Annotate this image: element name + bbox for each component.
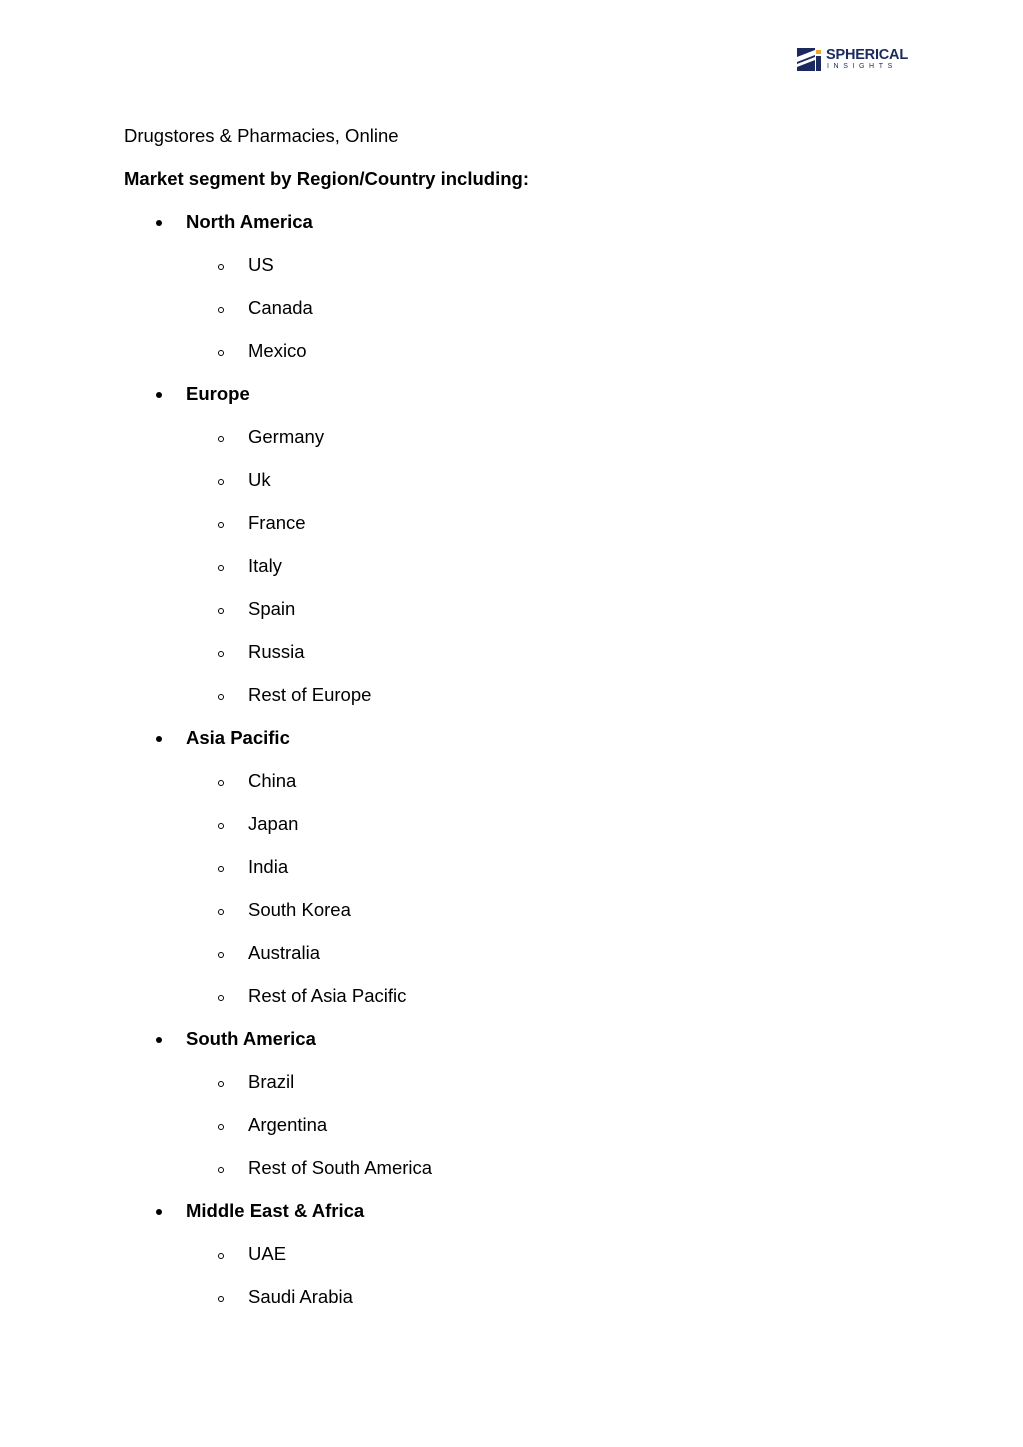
bullet-circle-icon	[218, 780, 224, 786]
bullet-circle-icon	[218, 350, 224, 356]
bullet-circle-icon	[218, 694, 224, 700]
bullet-circle-icon	[218, 1124, 224, 1130]
bullet-circle-icon	[218, 522, 224, 528]
country-item: Mexico	[248, 340, 307, 361]
bullet-circle-icon	[218, 909, 224, 915]
bullet-disc-icon	[156, 220, 162, 226]
country-item: Japan	[248, 813, 299, 834]
bullet-circle-icon	[218, 995, 224, 1001]
country-item: UAE	[248, 1243, 287, 1264]
bullet-circle-icon	[218, 651, 224, 657]
country-item: Germany	[248, 426, 325, 447]
bullet-circle-icon	[218, 1296, 224, 1302]
country-item: US	[248, 254, 274, 275]
bullet-circle-icon	[218, 565, 224, 571]
country-item: China	[248, 770, 297, 791]
logo-wordmark: SPHERICAL	[826, 47, 908, 63]
country-item: Spain	[248, 598, 296, 619]
bullet-circle-icon	[218, 866, 224, 872]
country-item: Italy	[248, 555, 282, 576]
bullet-circle-icon	[218, 436, 224, 442]
country-item: Uk	[248, 469, 271, 490]
region-heading: Asia Pacific	[186, 727, 290, 748]
country-item: Rest of Europe	[248, 684, 372, 705]
country-item: Saudi Arabia	[248, 1286, 353, 1307]
bullet-circle-icon	[218, 264, 224, 270]
lead-text: Drugstores & Pharmacies, Online	[124, 125, 399, 146]
bullet-circle-icon	[218, 1253, 224, 1259]
country-item: Canada	[248, 297, 313, 318]
bullet-disc-icon	[156, 1037, 162, 1043]
country-item: Rest of Asia Pacific	[248, 985, 407, 1006]
bullet-disc-icon	[156, 392, 162, 398]
bullet-circle-icon	[218, 1167, 224, 1173]
bullet-circle-icon	[218, 1081, 224, 1087]
country-item: Russia	[248, 641, 305, 662]
spherical-insights-logo-icon	[797, 48, 821, 71]
bullet-circle-icon	[218, 608, 224, 614]
country-item: India	[248, 856, 289, 877]
logo-subtitle: INSIGHTS	[827, 63, 897, 70]
country-item: Argentina	[248, 1114, 328, 1135]
section-heading: Market segment by Region/Country including:	[124, 168, 529, 189]
bullet-circle-icon	[218, 952, 224, 958]
country-item: Brazil	[248, 1071, 295, 1092]
country-item: Rest of South America	[248, 1157, 433, 1178]
region-heading: Middle East & Africa	[186, 1200, 365, 1221]
bullet-circle-icon	[218, 479, 224, 485]
region-heading: North America	[186, 211, 313, 232]
bullet-circle-icon	[218, 823, 224, 829]
country-item: South Korea	[248, 899, 351, 920]
region-heading: South America	[186, 1028, 316, 1049]
bullet-disc-icon	[156, 1209, 162, 1215]
region-heading: Europe	[186, 383, 250, 404]
bullet-disc-icon	[156, 736, 162, 742]
bullet-circle-icon	[218, 307, 224, 313]
country-item: Australia	[248, 942, 320, 963]
brand-logo	[797, 47, 908, 73]
country-item: France	[248, 512, 306, 533]
